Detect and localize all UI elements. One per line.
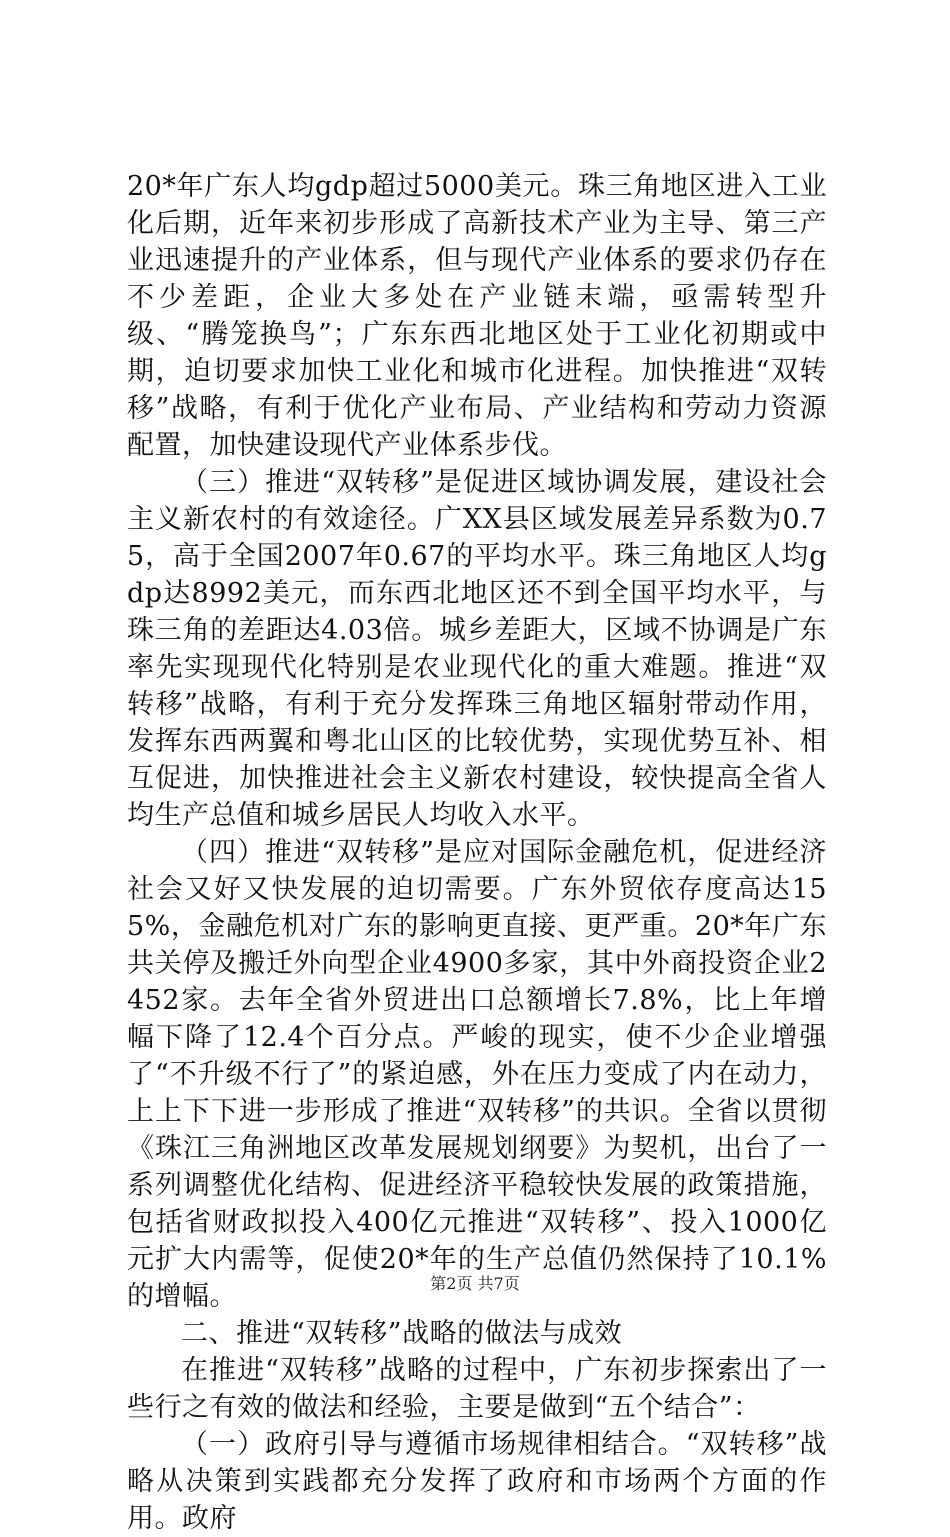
document-body: [127, 168, 827, 1537]
section-heading: 二、推进“双转移”战略的做法与成效: [181, 1318, 623, 1349]
paragraph-section-four: （四）推进“双转移”是应对国际金融危机，促进经济社会又好又快发展的迫切需要。广东外贸依存度高达155%，金融危机对广东的影响更直接、更严重。20*年广东共关停及搬迁外向型企业4900多家，其中外商投资企业2452家。去年全省外贸进出口总额增长7.8%，比上年增幅下降了12.4个百分点。严峻的现实，使不少企业增强了“不升级不行了”的紧迫感，外在压力变成了内在动力，上上下下进一步形成了推进“双转移”的共识。全省以贯彻《珠江三角洲地区改革发展规划纲要》为契机，出台了一系列调整优化结构、促进经济平稳较快发展的政策措施，包括省财政拟投入400亿元推进“双转移”、投入1000亿元扩大内需等，促使20*年的生产总值仍然保持了10.1%的增幅。: [127, 837, 827, 1312]
paragraph-continuation: 20*年广东人均gdp超过5000美元。珠三角地区进入工业化后期，近年来初步形成了高新技术产业为主导、第三产业迅速提升的产业体系，但与现代产业体系的要求仍存在不少差距，企业大多处在产业链末端，亟需转型升级、“腾笼换鸟”；广东东西北地区处于工业化初期或中期，迫切要求加快工业化和城市化进程。加快推进“双转移”战略，有利于优化产业布局、产业结构和劳动力资源配置，加快建设现代产业体系步伐。: [127, 171, 827, 461]
paragraph-item-one: （一）政府引导与遵循市场规律相结合。“双转移”战略从决策到实践都充分发挥了政府和市场两个方面的作用。政府: [127, 1429, 827, 1534]
page-number-footer: 第2页 共7页: [430, 1274, 520, 1293]
paragraph-intro: 在推进“双转移”战略的过程中，广东初步探索出了一些行之有效的做法和经验，主要是做到“五个结合”：: [127, 1355, 827, 1423]
paragraph-section-three: （三）推进“双转移”是促进区域协调发展，建设社会主义新农村的有效途径。广XX县区域发展差异系数为0.75，高于全国2007年0.67的平均水平。珠三角地区人均gdp达8992美元，而东西北地区还不到全国平均水平，与珠三角的差距达4.03倍。城乡差距大，区域不协调是广东率先实现现代化特别是农业现代化的重大难题。推进“双转移”战略，有利于充分发挥珠三角地区辐射带动作用，发挥东西两翼和粤北山区的比较优势，实现优势互补、相互促进，加快推进社会主义新农村建设，较快提高全省人均生产总值和城乡居民人均收入水平。: [127, 467, 827, 831]
